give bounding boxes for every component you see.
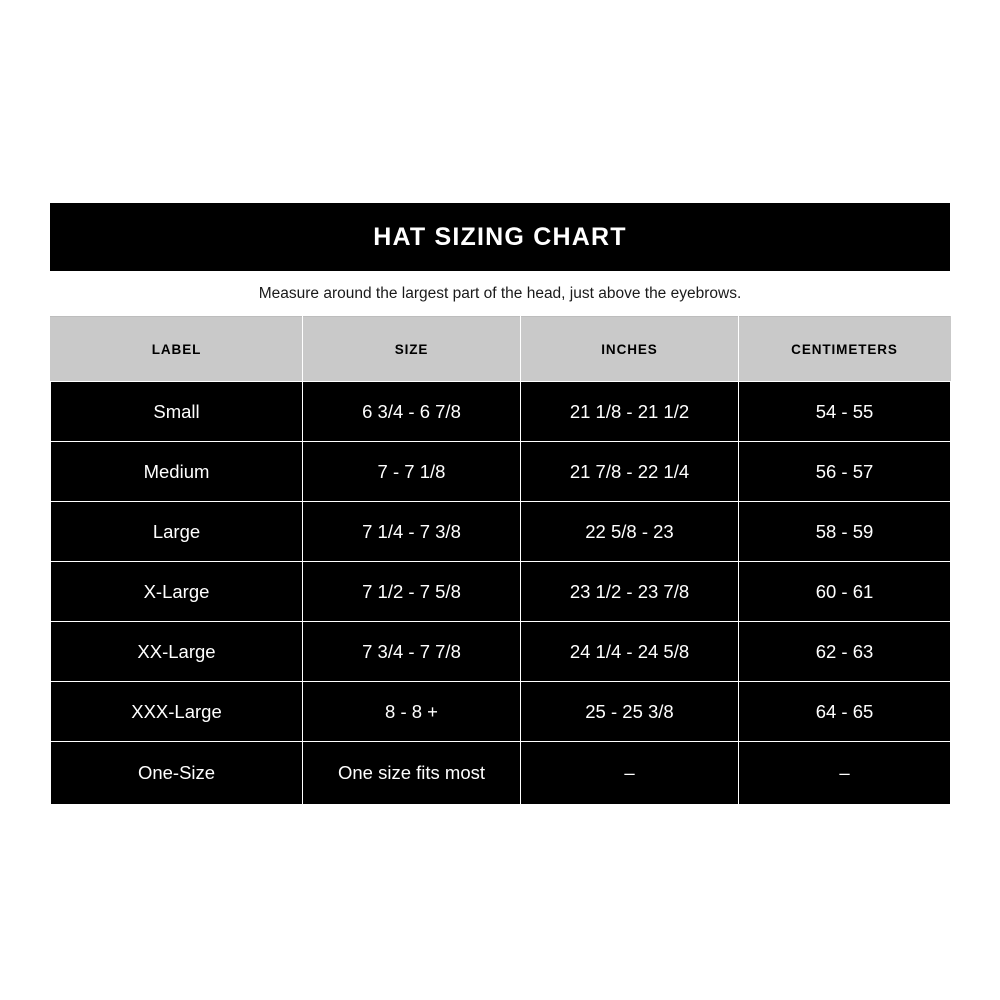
table-row bbox=[51, 742, 951, 805]
table-body bbox=[51, 382, 951, 805]
cell-inches: – bbox=[521, 742, 739, 805]
cell-centimeters: 54 - 55 bbox=[739, 382, 951, 442]
cell-size: One size fits most bbox=[303, 742, 521, 805]
cell-inches: 21 1/8 - 21 1/2 bbox=[521, 382, 739, 442]
cell-centimeters: 60 - 61 bbox=[739, 562, 951, 622]
cell-centimeters: 64 - 65 bbox=[739, 682, 951, 742]
cell-size: 7 3/4 - 7 7/8 bbox=[303, 622, 521, 682]
table-header bbox=[51, 317, 951, 382]
cell-centimeters: 58 - 59 bbox=[739, 502, 951, 562]
cell-inches: 22 5/8 - 23 bbox=[521, 502, 739, 562]
page-title: HAT SIZING CHART bbox=[373, 222, 627, 251]
cell-inches: 23 1/2 - 23 7/8 bbox=[521, 562, 739, 622]
cell-size: 7 - 7 1/8 bbox=[303, 442, 521, 502]
cell-size: 8 - 8 + bbox=[303, 682, 521, 742]
table-row bbox=[51, 442, 951, 502]
cell-size: 7 1/4 - 7 3/8 bbox=[303, 502, 521, 562]
cell-centimeters: – bbox=[739, 742, 951, 805]
cell-inches: 21 7/8 - 22 1/4 bbox=[521, 442, 739, 502]
table-row bbox=[51, 622, 951, 682]
cell-inches: 24 1/4 - 24 5/8 bbox=[521, 622, 739, 682]
cell-label: XX-Large bbox=[51, 622, 303, 682]
cell-centimeters: 56 - 57 bbox=[739, 442, 951, 502]
cell-inches: 25 - 25 3/8 bbox=[521, 682, 739, 742]
cell-centimeters: 62 - 63 bbox=[739, 622, 951, 682]
chart-subtitle: Measure around the largest part of the head, just above the eyebrows. bbox=[50, 271, 950, 316]
table-row bbox=[51, 382, 951, 442]
cell-size: 6 3/4 - 6 7/8 bbox=[303, 382, 521, 442]
column-header-centimeters: CENTIMETERS bbox=[739, 317, 951, 382]
cell-label: X-Large bbox=[51, 562, 303, 622]
cell-size: 7 1/2 - 7 5/8 bbox=[303, 562, 521, 622]
column-header-label: LABEL bbox=[51, 317, 303, 382]
cell-label: Medium bbox=[51, 442, 303, 502]
cell-label: Large bbox=[51, 502, 303, 562]
table-row bbox=[51, 562, 951, 622]
table-row bbox=[51, 502, 951, 562]
cell-label: XXX-Large bbox=[51, 682, 303, 742]
chart-title-bar bbox=[50, 203, 950, 271]
cell-label: Small bbox=[51, 382, 303, 442]
hat-sizing-chart bbox=[50, 203, 950, 805]
cell-label: One-Size bbox=[51, 742, 303, 805]
column-header-inches: INCHES bbox=[521, 317, 739, 382]
table-header-row bbox=[51, 317, 951, 382]
table-row bbox=[51, 682, 951, 742]
sizing-table bbox=[50, 316, 951, 805]
column-header-size: SIZE bbox=[303, 317, 521, 382]
